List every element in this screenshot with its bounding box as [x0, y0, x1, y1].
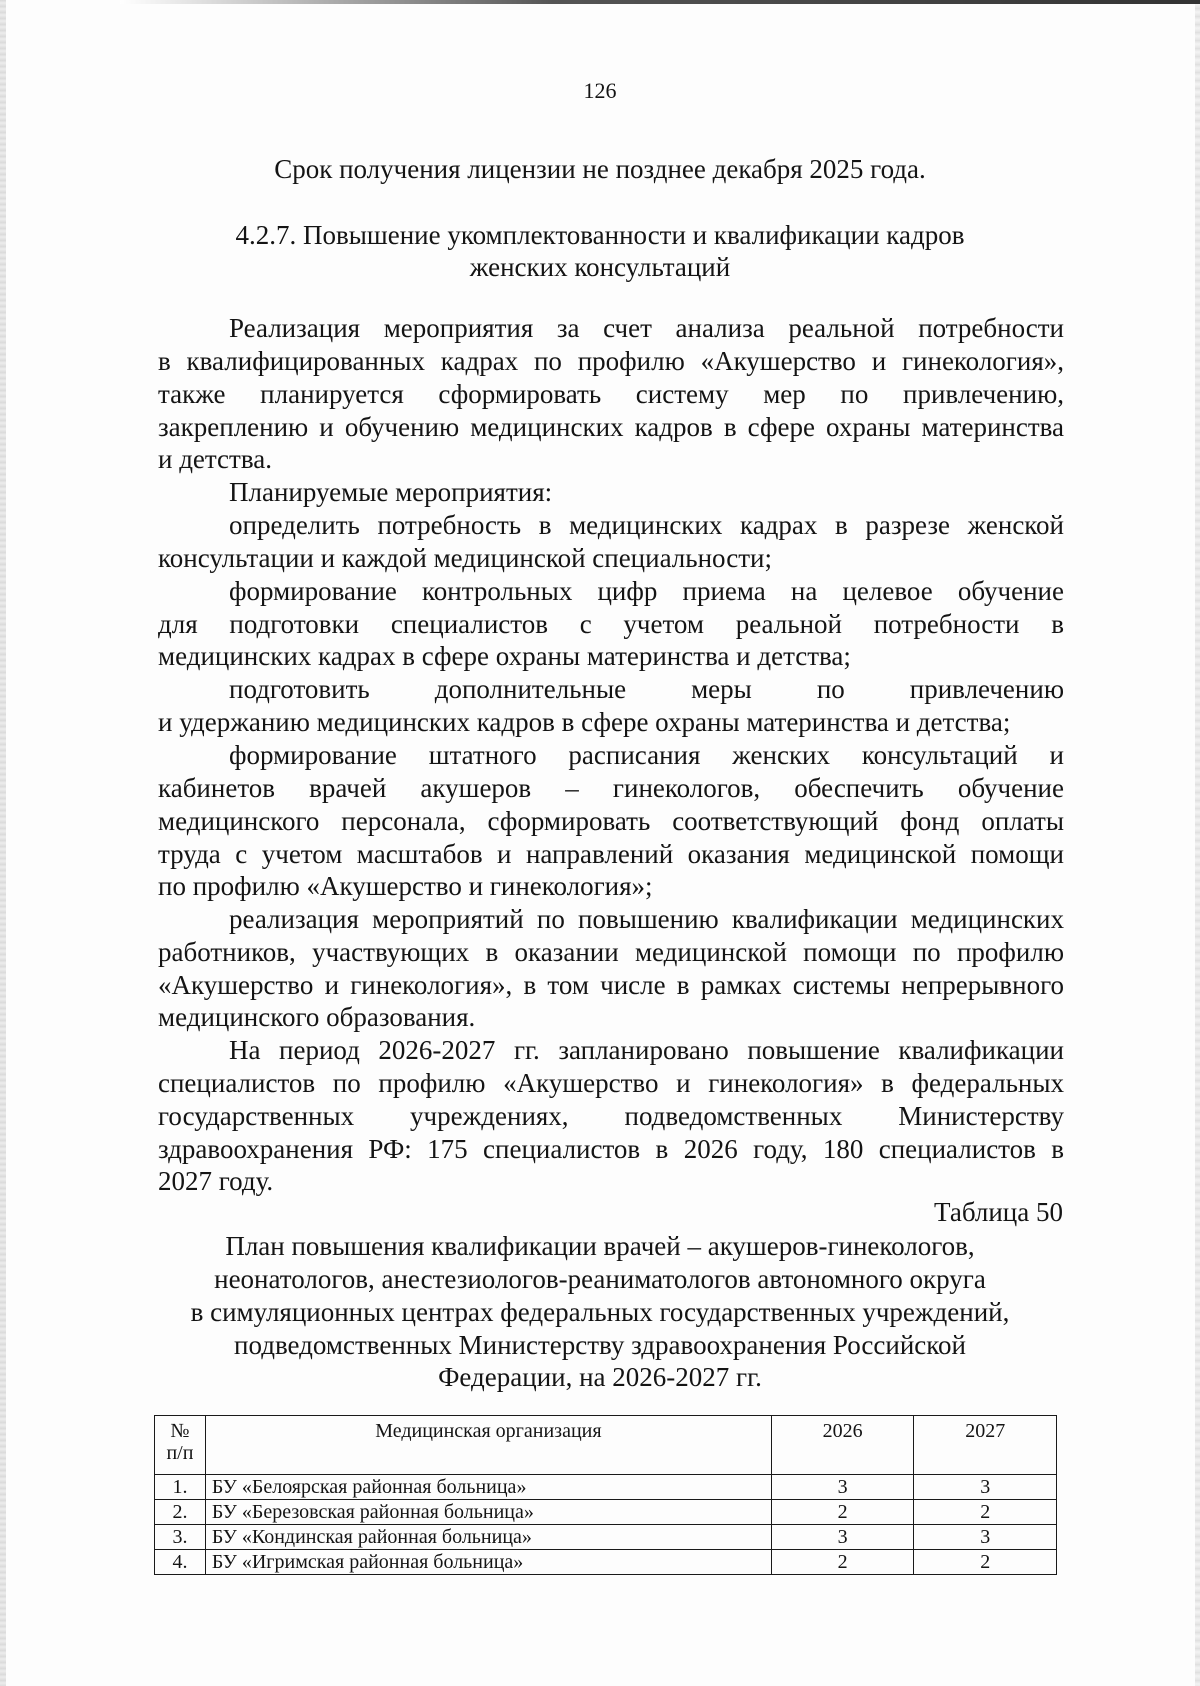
paragraph-line: закреплению и обучению медицинских кадров в сфере охраны материнства [158, 412, 1064, 442]
section-heading-line-1: 4.2.7. Повышение укомплектованности и квалификации кадров [235, 220, 965, 250]
list-item-line: по профилю «Акушерство и гинекология»; [158, 871, 653, 901]
paragraph-line: также планируется сформировать систему мер по привлечению, [158, 379, 1064, 409]
table-title-line: Федерации, на 2026-2027 гг. [438, 1362, 762, 1392]
intro-line: Срок получения лицензии не позднее декабря 2025 года. [274, 154, 926, 184]
list-item-line: работников, участвующих в оказании медицинской помощи по профилю [158, 937, 1064, 967]
table-title-line: неонатологов, анестезиологов-реаниматологов автономного округа [214, 1264, 986, 1294]
table-title-line: План повышения квалификации врачей – акушеров-гинекологов, [225, 1231, 975, 1261]
list-item-line: медицинского образования. [158, 1002, 476, 1032]
row-2027: 3 [914, 1525, 1057, 1550]
list-item-line: формирование штатного расписания женских консультаций и [229, 740, 1064, 770]
table-title-line: в симуляционных центрах федеральных государственных учреждений, [190, 1297, 1010, 1327]
list-item-line: кабинетов врачей акушеров – гинекологов, обеспечить обучение [158, 773, 1064, 803]
table-row [155, 1525, 1057, 1550]
table-title-line: подведомственных Министерству здравоохранения Российской [234, 1330, 966, 1360]
table-header-row [155, 1416, 1057, 1475]
header-org: Медицинская организация [205, 1416, 771, 1475]
section-heading-line-2: женских консультаций [469, 252, 731, 282]
row-2027: 3 [914, 1475, 1057, 1500]
paragraph-line: в квалифицированных кадрах по профилю «Акушерство и гинекология», [158, 346, 1064, 376]
row-num: 3. [155, 1525, 206, 1550]
paragraph-line: здравоохранения РФ: 175 специалистов в 2026 году, 180 специалистов в [158, 1134, 1064, 1164]
row-num: 4. [155, 1550, 206, 1575]
row-org: БУ «Кондинская районная больница» [205, 1525, 771, 1550]
list-item-line: и удержанию медицинских кадров в сфере охраны материнства и детства; [158, 707, 1011, 737]
header-num-line1: № [170, 1420, 190, 1442]
list-item-line: реализация мероприятий по повышению квалификации медицинских [229, 904, 1064, 934]
list-item-line: медицинских кадрах в сфере охраны материнства и детства; [158, 641, 851, 671]
table-label: Таблица 50 [934, 1197, 1063, 1227]
header-2027: 2027 [914, 1416, 1057, 1475]
paragraph-line: специалистов по профилю «Акушерство и гинекология» в федеральных [158, 1068, 1064, 1098]
list-item-line: труда с учетом масштабов и направлений оказания медицинской помощи [158, 839, 1064, 869]
training-plan-table [154, 1415, 1057, 1575]
row-2026: 3 [771, 1525, 914, 1550]
header-2026: 2026 [771, 1416, 914, 1475]
paragraph-line: и детства. [158, 444, 272, 474]
list-item-line: формирование контрольных цифр приема на целевое обучение [229, 576, 1064, 606]
list-item-line: консультации и каждой медицинской специальности; [158, 543, 772, 573]
list-item-line: подготовить дополнительные меры по привлечению [229, 674, 1064, 704]
row-num: 2. [155, 1500, 206, 1525]
row-2027: 2 [914, 1500, 1057, 1525]
list-item-line: «Акушерство и гинекология», в том числе в рамках системы непрерывного [158, 970, 1064, 1000]
scan-edge-top [120, 0, 1200, 4]
row-org: БУ «Березовская районная больница» [205, 1500, 771, 1525]
header-num [155, 1416, 206, 1475]
row-org: БУ «Игримская районная больница» [205, 1550, 771, 1575]
list-item-line: определить потребность в медицинских кадрах в разрезе женской [229, 510, 1064, 540]
row-org: БУ «Белоярская районная больница» [205, 1475, 771, 1500]
row-2026: 3 [771, 1475, 914, 1500]
page-number: 126 [583, 78, 617, 103]
table-row [155, 1500, 1057, 1525]
paragraph-line: государственных учреждениях, подведомственных Министерству [158, 1101, 1064, 1131]
table-row [155, 1550, 1057, 1575]
table-row [155, 1475, 1057, 1500]
list-item-line: медицинского персонала, сформировать соответствующий фонд оплаты [158, 806, 1064, 836]
paragraph-line: 2027 году. [158, 1166, 274, 1196]
list-item-line: для подготовки специалистов с учетом реальной потребности в [158, 609, 1064, 639]
planned-heading: Планируемые мероприятия: [229, 477, 553, 507]
paragraph-line: На период 2026-2027 гг. запланировано повышение квалификации [229, 1035, 1064, 1065]
header-num-line2: п/п [166, 1442, 194, 1464]
row-2027: 2 [914, 1550, 1057, 1575]
row-2026: 2 [771, 1500, 914, 1525]
row-num: 1. [155, 1475, 206, 1500]
paragraph-line: Реализация мероприятия за счет анализа реальной потребности [229, 313, 1064, 343]
row-2026: 2 [771, 1550, 914, 1575]
